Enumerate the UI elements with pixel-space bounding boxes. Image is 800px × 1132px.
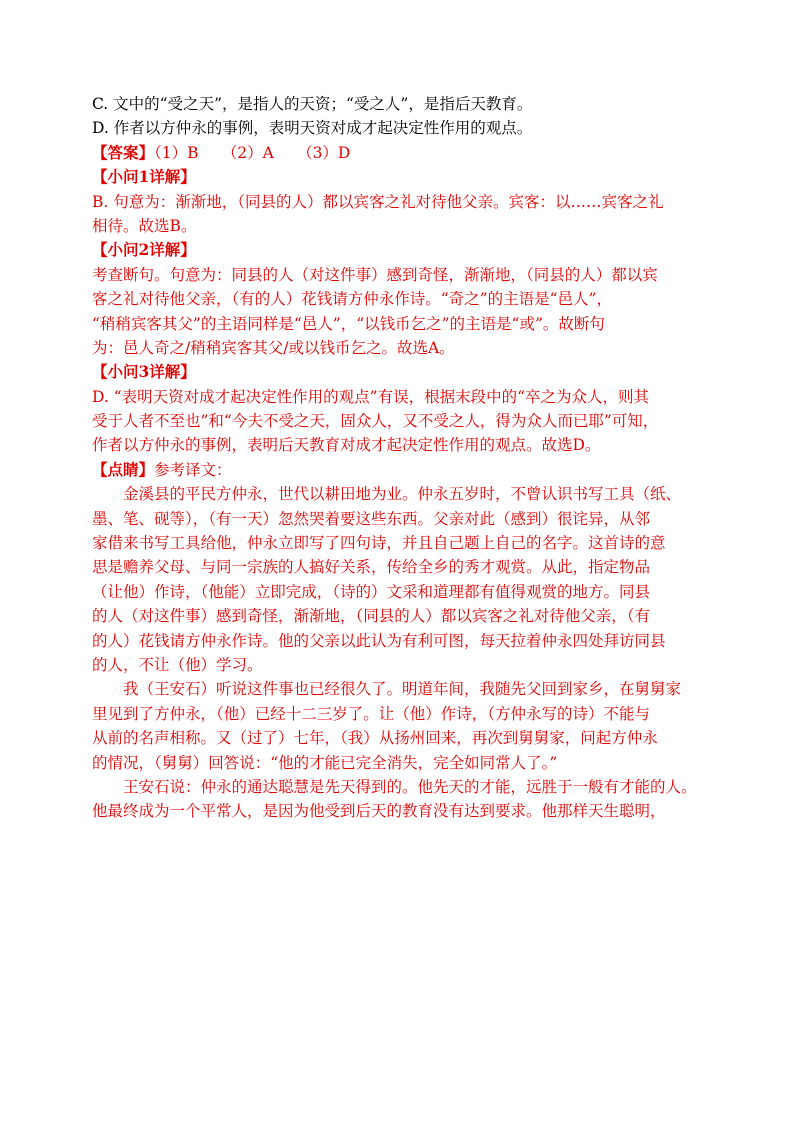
sub-question-3-heading: 【小问3详解】 [92,362,196,382]
explanation-2-line: 考查断句。句意为：同县的人（对这件事）感到奇怪，渐渐地，（同县的人）都以宾 [92,265,658,284]
translation-paragraph-1-line: 的人，不让（他）学习。 [92,655,263,674]
comment-heading: 【点睛】 [92,459,155,479]
sub-question-2-heading: 【小问2详解】 [92,240,196,260]
answer-heading: 【答案】 [92,142,155,162]
option-d: D. 作者以方仲永的事例，表明天资对成才起决定性作用的观点。 [92,119,533,138]
explanation-3-line: 作者以方仲永的事例，表明后天教育对成才起决定性作用的观点。故选D。 [92,436,601,455]
translation-paragraph-1-line: 金溪县的平民方仲永，世代以耕田地为业。仲永五岁时，不曾认识书写工具（纸、 [123,485,682,504]
translation-paragraph-1-line: 思是赡养父母、与同一宗族的人搞好关系，传给全乡的秀才观赏。从此，指定物品 [92,558,651,577]
comment-text: 参考译文： [154,460,232,479]
explanation-2-line: 客之礼对待他父亲，（有的人）花钱请方仲永作诗。“奇之”的主语是“邑人”， [92,290,612,309]
translation-paragraph-3-line: 他最终成为一个平常人，是因为他受到后天的教育没有达到要求。他那样天生聪明， [92,802,666,821]
translation-paragraph-3-line: 王安石说：仲永的通达聪慧是先天得到的。他先天的才能，远胜于一般有才能的人。 [123,777,697,796]
translation-paragraph-2-line: 我（王安石）听说这件事也已经很久了。明道年间，我随先父回到家乡，在舅舅家 [123,680,682,699]
explanation-3-line: D. “表明天资对成才起决定性作用的观点”有误，根据末段中的“卒之为众人，则其 [92,387,650,406]
answer-text: （1）B （2）A （3）D [154,143,351,162]
translation-paragraph-1-line: 墨、笔、砚等），（有一天）忽然哭着要这些东西。父亲对此（感到）很诧异，从邻 [92,509,651,528]
translation-paragraph-2-line: 从前的名声相称。又（过了）七年，（我）从扬州回来，再次到舅舅家，问起方仲永 [92,729,658,748]
answer-line [92,141,716,165]
document-body [92,92,716,824]
explanation-1-line: B. 句意为：渐渐地，（同县的人）都以宾客之礼对待他父亲。宾客：以……宾客之礼 [92,192,664,211]
translation-paragraph-1-line: 的人）花钱请方仲永作诗。他的父亲以此认为有利可图，每天拉着仲永四处拜访同县 [92,631,666,650]
explanation-1-line: 相待。故选B。 [92,216,197,235]
translation-paragraph-1-line: （让他）作诗，（他能）立即完成，（诗的）文采和道理都有值得观赏的地方。同县 [92,582,651,601]
option-c: C. 文中的“受之天”，是指人的天资；“受之人”，是指后天教育。 [92,95,533,113]
sub-question-1-heading: 【小问1详解】 [92,167,196,187]
comment-line [92,458,716,482]
translation-paragraph-1-line: 家借来书写工具给他，仲永立即写了四句诗，并且自己题上自己的名字。这首诗的意 [92,534,666,553]
translation-paragraph-1-line: 的人（对这件事）感到奇怪，渐渐地，（同县的人）都以宾客之礼对待他父亲，（有 [92,607,651,626]
explanation-2-line: 为：邑人奇之/稍稍宾客其父/或以钱币乞之。故选A。 [92,338,455,357]
explanation-3-line: 受于人者不至也”和“今夫不受之天，固众人，又不受之人，得为众人而已耶”可知， [92,412,659,431]
translation-paragraph-2-line: 里见到了方仲永，（他）已经十二三岁了。让（他）作诗，（方仲永写的诗）不能与 [92,704,651,723]
translation-paragraph-2-line: 的情况，（舅舅）回答说：“他的才能已完全消失，完全如同常人了。” [92,753,558,772]
explanation-2-line: “稍稍宾客其父”的主语同样是“邑人”，“以钱币乞之”的主语是“或”。故断句 [92,314,605,333]
